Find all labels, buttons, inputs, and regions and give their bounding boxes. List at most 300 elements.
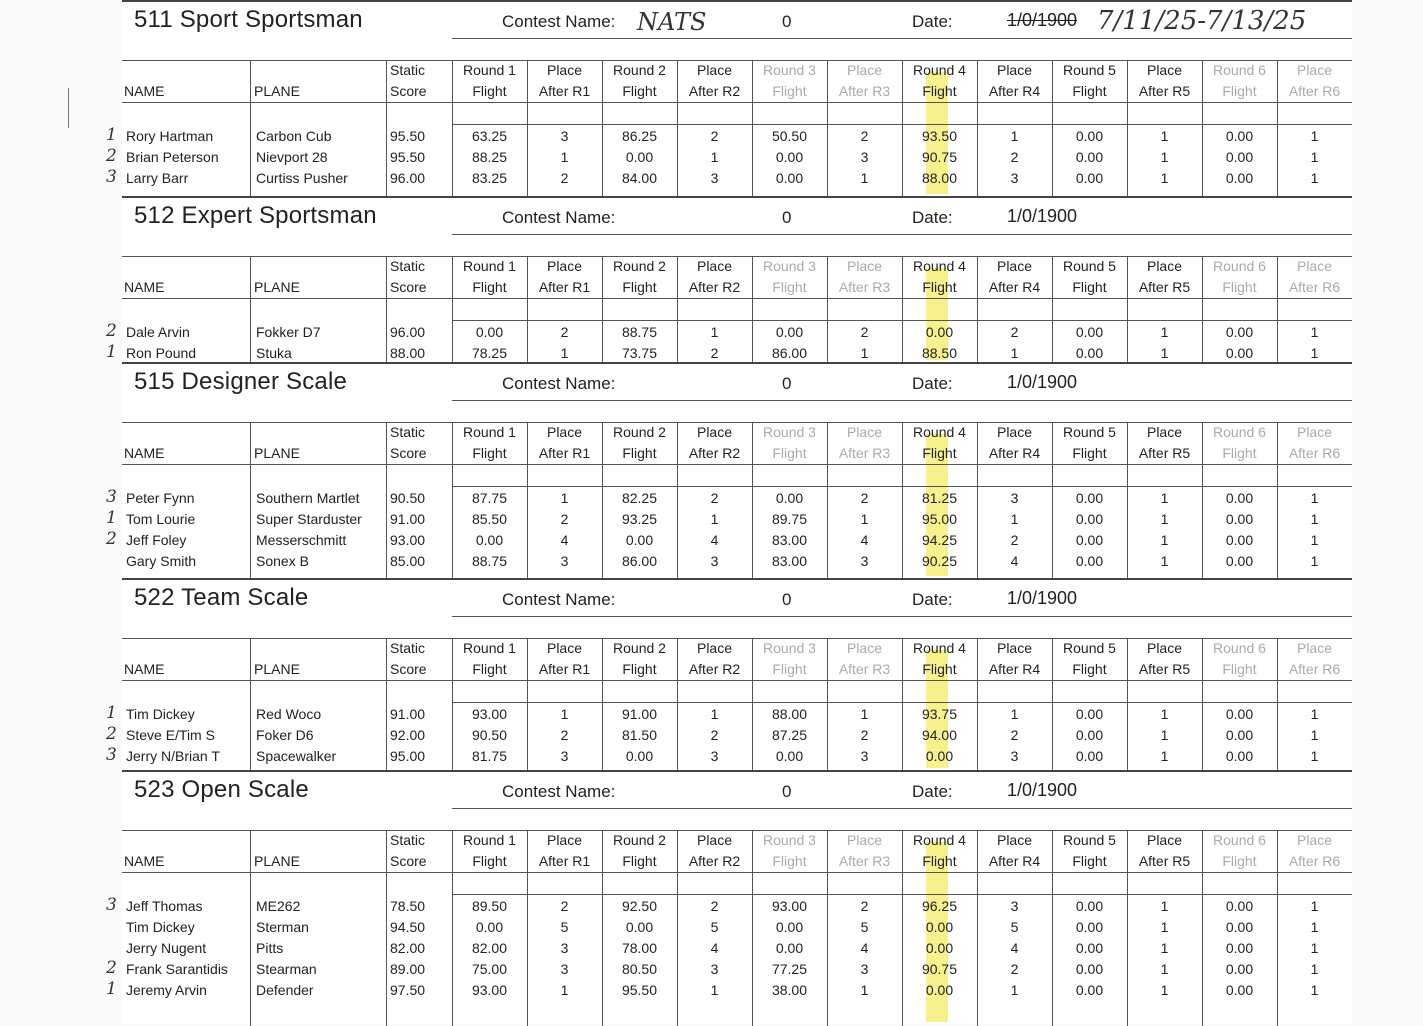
score-cell: 1 [1310, 727, 1319, 743]
score-cell: 3 [560, 940, 569, 956]
score-cell: 0.00 [1225, 149, 1254, 165]
col-header-score: Score [390, 279, 427, 295]
section-1 [106, 196, 1352, 364]
score-cell: 0.00 [1075, 511, 1104, 527]
col-header-round-11-a: Round 6 [1213, 832, 1266, 848]
competitor-name: Brian Peterson [126, 149, 219, 165]
grid-line-v [250, 422, 251, 580]
date-value: 1/0/1900 [1007, 206, 1078, 226]
grid-line-v [386, 256, 387, 364]
score-cell: 2 [560, 511, 569, 527]
score-cell: 1 [710, 511, 719, 527]
handwritten-place-mark: 2 [106, 321, 117, 341]
score-cell: 1 [1010, 128, 1019, 144]
competitor-name: Gary Smith [126, 553, 197, 569]
col-header-round-7-a: Round 4 [913, 640, 966, 656]
col-header-round-5-b: Flight [772, 279, 807, 295]
col-header-round-7-b: Flight [922, 279, 957, 295]
score-cell: 1 [1160, 898, 1169, 914]
score-cell: 0.00 [1075, 982, 1104, 998]
score-cell: 0.00 [1225, 532, 1254, 548]
score-cell: 92.50 [621, 898, 658, 914]
score-cell: 81.25 [921, 490, 958, 506]
score-cell: 1 [860, 170, 869, 186]
col-header-round-4-b: After R2 [688, 83, 741, 99]
col-header-round-9-b: Flight [1072, 445, 1107, 461]
score-cell: 0.00 [1225, 940, 1254, 956]
contest-name-label: Contest Name: [502, 374, 616, 393]
col-header-round-11-b: Flight [1222, 83, 1257, 99]
score-cell: 0.00 [1075, 706, 1104, 722]
score-cell: 3 [1010, 898, 1019, 914]
score-cell: 3 [710, 553, 719, 569]
col-header-round-8-a: Place [996, 640, 1033, 656]
handwritten-place-mark: 2 [106, 724, 117, 744]
score-cell: 1 [1310, 324, 1319, 340]
col-header-round-2-a: Place [546, 832, 583, 848]
score-cell: 3 [860, 748, 869, 764]
handwritten-place-mark: 1 [106, 979, 117, 999]
score-cell: 88.00 [921, 170, 958, 186]
col-header-round-11-b: Flight [1222, 853, 1257, 869]
col-header-round-4-b: After R2 [688, 853, 741, 869]
plane-name: Foker D6 [256, 727, 314, 743]
competitor-name: Tim Dickey [126, 919, 195, 935]
col-header-round-8-a: Place [996, 62, 1033, 78]
score-cell: 2 [860, 490, 869, 506]
score-cell: 0.00 [1075, 324, 1104, 340]
grid-line-v [386, 638, 387, 772]
score-cell: 1 [710, 324, 719, 340]
plane-name: Sterman [256, 919, 309, 935]
competitor-name: Jeremy Arvin [126, 982, 207, 998]
static-score: 91.00 [390, 706, 426, 722]
grid-line-v [250, 256, 251, 364]
date-label: Date: [912, 208, 953, 227]
col-header-round-12-b: After R6 [1288, 661, 1341, 677]
score-cell: 1 [860, 982, 869, 998]
score-cell: 0.00 [1075, 940, 1104, 956]
score-cell: 4 [860, 940, 869, 956]
col-header-round-12-a: Place [1296, 424, 1333, 440]
score-cell: 1 [1160, 149, 1169, 165]
score-cell: 1 [1160, 490, 1169, 506]
competitor-name: Frank Sarantidis [126, 961, 228, 977]
score-cell: 1 [860, 511, 869, 527]
score-cell: 2 [1010, 961, 1019, 977]
score-cell: 1 [1160, 961, 1169, 977]
score-cell: 2 [1010, 532, 1019, 548]
score-cell: 2 [560, 727, 569, 743]
score-cell: 0.00 [1225, 898, 1254, 914]
score-cell: 4 [1010, 940, 1019, 956]
col-header-round-1-a: Round 1 [463, 258, 516, 274]
score-cell: 1 [1160, 345, 1169, 361]
score-cell: 2 [860, 727, 869, 743]
score-cell: 3 [860, 553, 869, 569]
plane-name: Sonex B [256, 553, 309, 569]
plane-name: Messerschmitt [256, 532, 347, 548]
grid-line-h [122, 102, 1352, 103]
col-header-round-1-a: Round 1 [463, 640, 516, 656]
score-cell: 1 [1160, 324, 1169, 340]
contest-name-label: Contest Name: [502, 590, 616, 609]
grid-line-h [452, 234, 1352, 235]
score-cell: 89.50 [471, 898, 508, 914]
competitor-name: Dale Arvin [126, 324, 190, 340]
score-cell: 1 [1160, 940, 1169, 956]
col-header-round-11-b: Flight [1222, 279, 1257, 295]
grid-line-h [122, 298, 1352, 299]
col-header-name: NAME [124, 83, 165, 99]
score-cell: 82.00 [471, 940, 508, 956]
grid-line-h [452, 38, 1352, 39]
static-score: 88.00 [390, 345, 426, 361]
score-cell: 3 [560, 553, 569, 569]
score-cell: 1 [1010, 982, 1019, 998]
handwritten-place-mark: 3 [106, 745, 117, 765]
score-cell: 0.00 [1075, 532, 1104, 548]
col-header-score: Score [390, 83, 427, 99]
score-cell: 90.25 [921, 553, 958, 569]
contest-name-label: Contest Name: [502, 208, 616, 227]
col-header-round-9-b: Flight [1072, 853, 1107, 869]
col-header-round-3-a: Round 2 [613, 640, 666, 656]
score-cell: 90.75 [921, 149, 958, 165]
score-cell: 1 [1310, 961, 1319, 977]
col-header-round-9-b: Flight [1072, 83, 1107, 99]
col-header-round-10-a: Place [1146, 424, 1183, 440]
col-header-round-8-a: Place [996, 832, 1033, 848]
score-cell: 87.75 [471, 490, 508, 506]
score-cell: 2 [560, 898, 569, 914]
score-cell: 2 [1010, 727, 1019, 743]
col-header-round-9-b: Flight [1072, 661, 1107, 677]
col-header-round-2-a: Place [546, 424, 583, 440]
col-header-round-12-b: After R6 [1288, 853, 1341, 869]
score-cell: 1 [1160, 553, 1169, 569]
plane-name: Stearman [256, 961, 317, 977]
score-cell: 86.25 [621, 128, 658, 144]
score-cell: 0.00 [925, 940, 954, 956]
col-header-round-10-a: Place [1146, 640, 1183, 656]
static-score: 96.00 [390, 324, 426, 340]
score-cell: 2 [710, 345, 719, 361]
grid-line-v [250, 60, 251, 198]
col-header-name: NAME [124, 661, 165, 677]
col-header-static: Static [390, 640, 426, 656]
contest-name-label: Contest Name: [502, 782, 616, 801]
col-header-round-5-b: Flight [772, 83, 807, 99]
grid-line-v [386, 422, 387, 580]
score-cell: 1 [1160, 532, 1169, 548]
section-0 [106, 0, 1352, 198]
col-header-round-8-b: After R4 [988, 661, 1041, 677]
col-header-round-4-a: Place [696, 832, 733, 848]
col-header-round-10-a: Place [1146, 258, 1183, 274]
col-header-round-9-a: Round 5 [1063, 424, 1116, 440]
col-header-static: Static [390, 832, 426, 848]
col-header-round-7-b: Flight [922, 445, 957, 461]
score-cell: 0.00 [1075, 490, 1104, 506]
col-header-round-3-b: Flight [622, 853, 657, 869]
score-cell: 1 [1310, 511, 1319, 527]
competitor-name: Peter Fynn [126, 490, 195, 506]
col-header-plane: PLANE [254, 661, 300, 677]
score-cell: 0.00 [1075, 919, 1104, 935]
score-cell: 0.00 [775, 490, 804, 506]
score-cell: 0.00 [1225, 919, 1254, 935]
col-header-round-4-a: Place [696, 640, 733, 656]
score-cell: 3 [1010, 170, 1019, 186]
col-header-static: Static [390, 258, 426, 274]
score-cell: 3 [1010, 490, 1019, 506]
handwritten-place-mark: 3 [106, 487, 117, 507]
contest-name-label: Contest Name: [502, 12, 616, 31]
section-3 [106, 578, 1352, 772]
score-cell: 1 [1310, 490, 1319, 506]
grid-line-h [122, 872, 1352, 873]
score-cell: 93.00 [771, 898, 808, 914]
score-cell: 94.00 [921, 727, 958, 743]
col-header-round-10-a: Place [1146, 832, 1183, 848]
score-cell: 83.00 [771, 553, 808, 569]
score-cell: 1 [1160, 128, 1169, 144]
score-cell: 1 [1310, 149, 1319, 165]
col-header-round-11-a: Round 6 [1213, 424, 1266, 440]
date-label: Date: [912, 374, 953, 393]
section-title: 522 Team Scale [134, 584, 309, 611]
grid-line-v [250, 638, 251, 772]
score-cell: 2 [560, 170, 569, 186]
score-cell: 88.50 [921, 345, 958, 361]
score-cell: 93.25 [621, 511, 658, 527]
score-cell: 91.00 [621, 706, 658, 722]
static-score: 97.50 [390, 982, 426, 998]
score-cell: 1 [860, 345, 869, 361]
handwritten-place-mark: 2 [106, 529, 117, 549]
score-cell: 95.00 [921, 511, 958, 527]
score-cell: 2 [1010, 324, 1019, 340]
score-cell: 0.00 [775, 324, 804, 340]
col-header-plane: PLANE [254, 83, 300, 99]
score-cell: 1 [710, 982, 719, 998]
score-cell: 3 [560, 961, 569, 977]
score-cell: 1 [1310, 982, 1319, 998]
col-header-round-1-b: Flight [472, 83, 507, 99]
col-header-round-6-b: After R3 [838, 853, 891, 869]
handwritten-place-mark: 2 [106, 958, 117, 978]
static-score: 93.00 [390, 532, 426, 548]
score-cell: 0.00 [925, 324, 954, 340]
score-cell: 78.00 [621, 940, 658, 956]
col-header-round-4-b: After R2 [688, 445, 741, 461]
grid-line-v [386, 60, 387, 198]
col-header-round-3-a: Round 2 [613, 62, 666, 78]
col-header-round-9-a: Round 5 [1063, 258, 1116, 274]
grid-line-v [386, 830, 387, 1026]
score-cell: 1 [1310, 919, 1319, 935]
col-header-round-1-b: Flight [472, 661, 507, 677]
score-cell: 90.75 [921, 961, 958, 977]
score-cell: 1 [560, 149, 569, 165]
plane-name: Curtiss Pusher [256, 170, 348, 186]
score-cell: 82.25 [621, 490, 658, 506]
col-header-round-4-b: After R2 [688, 661, 741, 677]
date-value: 1/0/1900 [1007, 10, 1078, 30]
score-cell: 1 [560, 982, 569, 998]
score-cell: 0.00 [1225, 706, 1254, 722]
score-cell: 1 [1160, 706, 1169, 722]
score-cell: 1 [860, 706, 869, 722]
score-cell: 3 [860, 149, 869, 165]
col-header-round-3-b: Flight [622, 445, 657, 461]
static-score: 85.00 [390, 553, 426, 569]
score-cell: 3 [860, 961, 869, 977]
date-value: 1/0/1900 [1007, 780, 1078, 800]
score-cell: 0.00 [1075, 128, 1104, 144]
grid-line-v [250, 830, 251, 1026]
score-cell: 3 [560, 128, 569, 144]
plane-name: Nievport 28 [256, 149, 328, 165]
handwritten-place-mark: 3 [106, 895, 117, 915]
score-cell: 0.00 [625, 532, 654, 548]
zero-value: 0 [782, 208, 792, 227]
score-cell: 0.00 [1225, 982, 1254, 998]
score-cell: 88.75 [621, 324, 658, 340]
static-score: 95.50 [390, 128, 426, 144]
score-cell: 93.00 [471, 982, 508, 998]
col-header-round-2-b: After R1 [538, 83, 591, 99]
date-value: 1/0/1900 [1007, 372, 1078, 392]
score-cell: 1 [1310, 706, 1319, 722]
score-cell: 3 [1010, 748, 1019, 764]
col-header-round-10-b: After R5 [1138, 661, 1191, 677]
plane-name: Super Starduster [256, 511, 362, 527]
score-cell: 50.50 [771, 128, 808, 144]
col-header-round-3-b: Flight [622, 661, 657, 677]
handwritten-place-mark: 1 [106, 342, 117, 362]
col-header-round-1-a: Round 1 [463, 424, 516, 440]
col-header-round-12-b: After R6 [1288, 279, 1341, 295]
col-header-round-10-b: After R5 [1138, 83, 1191, 99]
col-header-round-2-a: Place [546, 640, 583, 656]
score-cell: 0.00 [1225, 490, 1254, 506]
zero-value: 0 [782, 782, 792, 801]
col-header-round-3-a: Round 2 [613, 832, 666, 848]
section-2 [106, 362, 1352, 580]
score-cell: 2 [860, 324, 869, 340]
score-cell: 80.50 [621, 961, 658, 977]
score-cell: 0.00 [625, 919, 654, 935]
col-header-round-8-b: After R4 [988, 83, 1041, 99]
score-cell: 1 [1310, 940, 1319, 956]
col-header-round-7-b: Flight [922, 83, 957, 99]
score-cell: 0.00 [775, 170, 804, 186]
col-header-plane: PLANE [254, 279, 300, 295]
score-cell: 4 [560, 532, 569, 548]
score-cell: 4 [1010, 553, 1019, 569]
col-header-round-6-a: Place [846, 258, 883, 274]
plane-name: Carbon Cub [256, 128, 332, 144]
col-header-round-5-a: Round 3 [763, 258, 816, 274]
score-cell: 1 [710, 706, 719, 722]
score-cell: 0.00 [1225, 727, 1254, 743]
plane-name: Defender [256, 982, 314, 998]
score-cell: 3 [710, 748, 719, 764]
score-cell: 95.50 [621, 982, 658, 998]
score-cell: 0.00 [1075, 727, 1104, 743]
handwritten-place-mark: 1 [106, 125, 117, 145]
col-header-score: Score [390, 445, 427, 461]
score-cell: 77.25 [771, 961, 808, 977]
col-header-round-3-b: Flight [622, 83, 657, 99]
date-label: Date: [912, 590, 953, 609]
section-title: 511 Sport Sportsman [134, 6, 363, 33]
col-header-round-12-b: After R6 [1288, 83, 1341, 99]
date-label: Date: [912, 12, 953, 31]
competitor-name: Steve E/Tim S [126, 727, 215, 743]
col-header-round-12-b: After R6 [1288, 445, 1341, 461]
col-header-round-10-b: After R5 [1138, 279, 1191, 295]
score-cell: 0.00 [775, 149, 804, 165]
col-header-round-11-a: Round 6 [1213, 62, 1266, 78]
col-header-plane: PLANE [254, 853, 300, 869]
zero-value: 0 [782, 374, 792, 393]
scoresheet [106, 0, 1352, 1024]
score-cell: 1 [1310, 748, 1319, 764]
score-cell: 88.75 [471, 553, 508, 569]
score-cell: 0.00 [1225, 553, 1254, 569]
score-cell: 0.00 [475, 324, 504, 340]
col-header-round-4-a: Place [696, 424, 733, 440]
score-cell: 0.00 [1225, 128, 1254, 144]
score-cell: 1 [710, 149, 719, 165]
handwritten-place-mark: 3 [106, 167, 117, 187]
col-header-round-8-a: Place [996, 424, 1033, 440]
col-header-round-1-a: Round 1 [463, 62, 516, 78]
score-cell: 1 [560, 345, 569, 361]
score-cell: 93.50 [921, 128, 958, 144]
score-cell: 89.75 [771, 511, 808, 527]
score-cell: 1 [1310, 532, 1319, 548]
col-header-plane: PLANE [254, 445, 300, 461]
col-header-round-7-a: Round 4 [913, 258, 966, 274]
score-cell: 0.00 [475, 532, 504, 548]
score-cell: 88.25 [471, 149, 508, 165]
score-cell: 75.00 [471, 961, 508, 977]
score-cell: 1 [1310, 553, 1319, 569]
section-4 [106, 770, 1352, 1026]
score-cell: 0.00 [1225, 170, 1254, 186]
score-cell: 96.25 [921, 898, 958, 914]
col-header-round-11-a: Round 6 [1213, 258, 1266, 274]
score-cell: 1 [1160, 511, 1169, 527]
grid-line-h [122, 464, 1352, 465]
col-header-round-6-b: After R3 [838, 83, 891, 99]
col-header-name: NAME [124, 853, 165, 869]
score-cell: 4 [710, 940, 719, 956]
plane-name: Stuka [256, 345, 292, 361]
handwritten-place-mark: 2 [106, 146, 117, 166]
score-cell: 81.75 [471, 748, 508, 764]
handwritten-place-mark: 1 [106, 703, 117, 723]
col-header-round-7-a: Round 4 [913, 832, 966, 848]
static-score: 95.00 [390, 748, 426, 764]
col-header-round-6-b: After R3 [838, 279, 891, 295]
col-header-round-5-a: Round 3 [763, 424, 816, 440]
col-header-round-11-a: Round 6 [1213, 640, 1266, 656]
